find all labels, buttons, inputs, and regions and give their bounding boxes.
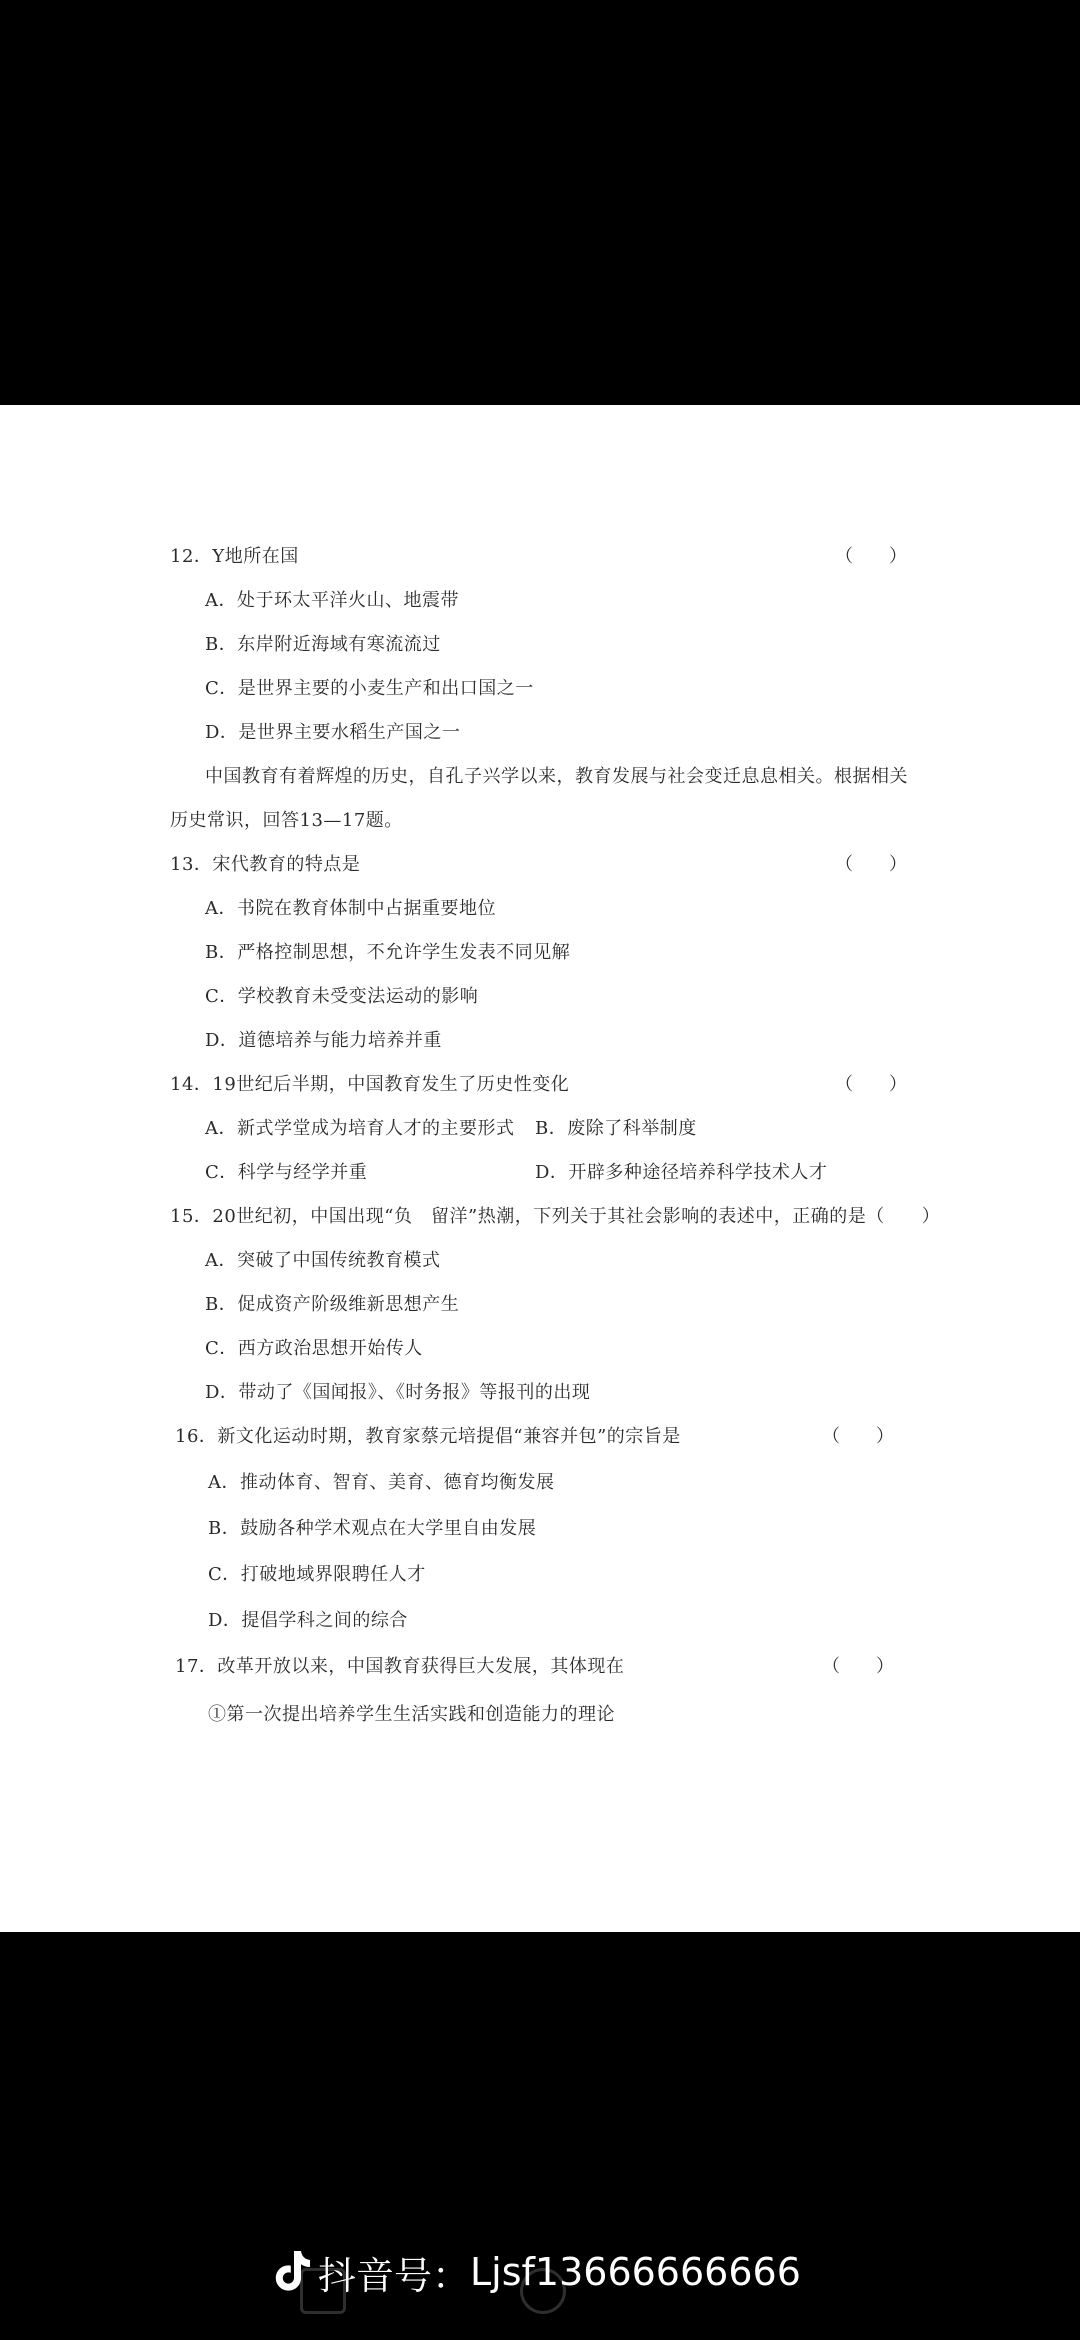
question-14-option-a: A．新式学堂成为培育人才的主要形式 xyxy=(205,1118,515,1139)
question-16-option-b: B．鼓励各种学术观点在大学里自由发展 xyxy=(208,1518,537,1539)
question-12-answer-paren: （ ） xyxy=(835,546,907,567)
question-14-option-b: B．废除了科举制度 xyxy=(535,1118,697,1139)
section-intro-line-2: 历史常识，回答13—17题。 xyxy=(170,810,403,831)
watermark-account-id: Ljsf13666666666 xyxy=(470,2250,801,2294)
question-14-option-c: C．科学与经学并重 xyxy=(205,1162,368,1183)
question-13-option-c: C．学校教育未受变法运动的影响 xyxy=(205,986,479,1007)
question-12-option-d: D．是世界主要水稻生产国之一 xyxy=(205,722,461,743)
exam-paper-page xyxy=(0,405,1080,1932)
question-15-option-a: A．突破了中国传统教育模式 xyxy=(205,1250,441,1271)
top-black-bar xyxy=(0,0,1080,405)
question-12-option-b: B．东岸附近海域有寒流流过 xyxy=(205,634,441,655)
question-13-option-b: B．严格控制思想，不允许学生发表不同见解 xyxy=(205,942,571,963)
watermark-label: 抖音号： xyxy=(318,2253,471,2298)
question-15-option-b: B．促成资产阶级维新思想产生 xyxy=(205,1294,460,1315)
tiktok-logo-icon xyxy=(270,2249,312,2295)
question-12-option-a: A．处于环太平洋火山、地震带 xyxy=(205,590,459,611)
question-14-option-d: D．开辟多种途径培养科学技术人才 xyxy=(535,1162,828,1183)
question-15-option-d: D．带动了《国闻报》、《时务报》等报刊的出现 xyxy=(205,1382,591,1403)
question-12-option-c: C．是世界主要的小麦生产和出口国之一 xyxy=(205,678,534,699)
question-14-answer-paren: （ ） xyxy=(835,1074,907,1095)
douyin-watermark xyxy=(270,2248,801,2296)
section-intro-line-1: 中国教育有着辉煌的历史，自孔子兴学以来，教育发展与社会变迁息息相关。根据相关 xyxy=(205,766,908,787)
question-16-option-a: A．推动体育、智育、美育、德育均衡发展 xyxy=(208,1472,555,1493)
question-16-option-c: C．打破地域界限聘任人才 xyxy=(208,1564,426,1585)
question-17-stem: 17．改革开放以来，中国教育获得巨大发展，其体现在 xyxy=(175,1656,625,1677)
question-16-stem: 16．新文化运动时期，教育家蔡元培提倡“兼容并包”的宗旨是 xyxy=(175,1426,681,1447)
question-13-option-d: D．道德培养与能力培养并重 xyxy=(205,1030,442,1051)
question-16-option-d: D．提倡学科之间的综合 xyxy=(208,1610,408,1631)
question-15-stem: 15．20世纪初，中国出现“负 留洋”热潮，下列关于其社会影响的表述中，正确的是（ ） xyxy=(170,1206,941,1227)
question-13-answer-paren: （ ） xyxy=(835,854,907,875)
question-13-stem: 13．宋代教育的特点是 xyxy=(170,854,361,875)
question-17-answer-paren: （ ） xyxy=(822,1656,894,1677)
question-15-option-c: C．西方政治思想开始传人 xyxy=(205,1338,423,1359)
question-14-stem: 14．19世纪后半期，中国教育发生了历史性变化 xyxy=(170,1074,570,1095)
question-17-item-1: ①第一次提出培养学生生活实践和创造能力的理论 xyxy=(208,1704,615,1725)
question-16-answer-paren: （ ） xyxy=(822,1426,894,1447)
question-13-option-a: A．书院在教育体制中占据重要地位 xyxy=(205,898,496,919)
question-12-stem: 12．Y地所在国 xyxy=(170,546,299,567)
